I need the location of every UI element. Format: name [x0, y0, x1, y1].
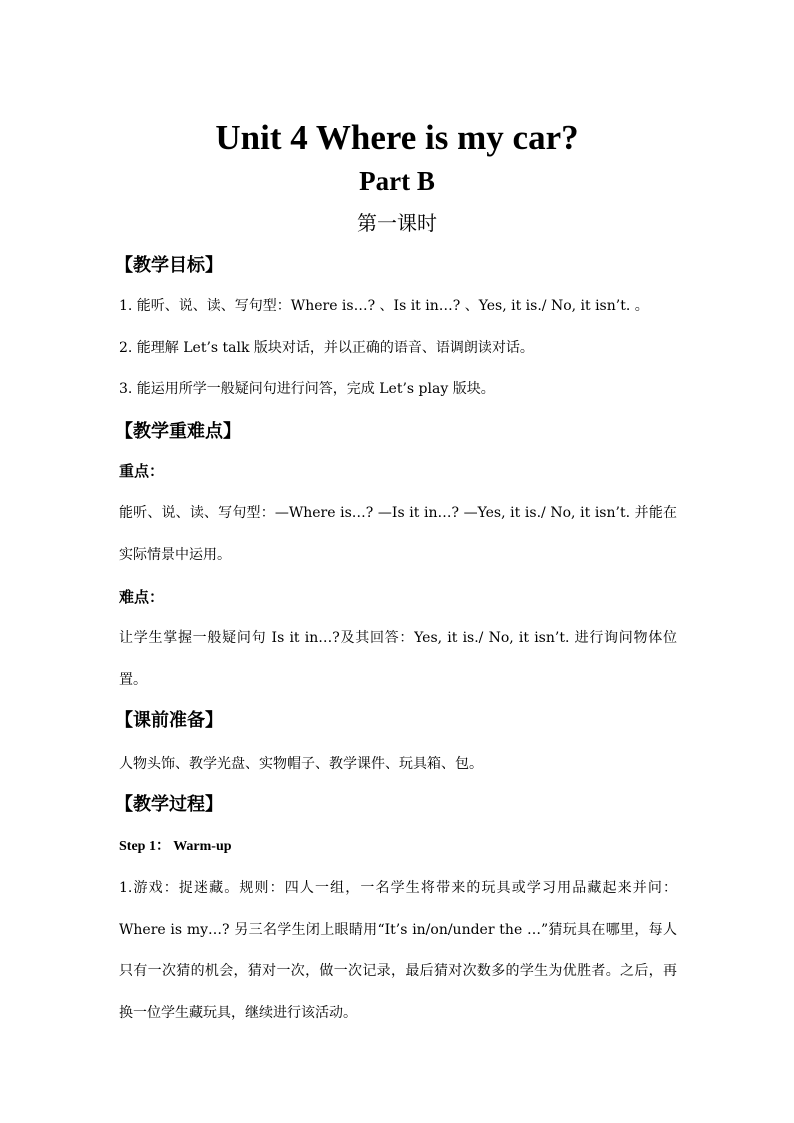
process-heading: 【教学过程】	[115, 794, 223, 815]
preparation-heading: 【课前准备】	[115, 710, 223, 731]
preparation-text: 人物头饰、教学光盘、实物帽子、教学课件、玩具箱、包。	[119, 756, 483, 772]
key-point-label: 重点：	[119, 462, 165, 480]
key-point-text: 能听、说、读、写句型：—Where is…? —Is it in…? —Yes, it is./ No, it isn’t. 并能在实际情景中运用。	[119, 505, 677, 563]
lesson-label: 第一课时	[357, 211, 437, 235]
document-title: Unit 4 Where is my car?	[215, 118, 579, 157]
key-points-heading: 【教学重难点】	[115, 421, 241, 442]
objective-item-3: 3. 能运用所学一般疑问句进行问答，完成 Let’s play 版块。	[119, 381, 495, 397]
step-1-label: Step 1： Warm-up	[119, 839, 232, 854]
objectives-heading: 【教学目标】	[115, 255, 223, 276]
objective-item-2: 2. 能理解 Let’s talk 版块对话，并以正确的语音、语调朗读对话。	[119, 340, 534, 356]
difficult-point-text: 让学生掌握一般疑问句 Is it in…?及其回答：Yes, it is./ No, it isn’t. 进行询问物体位置。	[119, 630, 677, 688]
document-subtitle: Part B	[359, 166, 435, 196]
step-1-text: 1.游戏：捉迷藏。规则：四人一组，一名学生将带来的玩具或学习用品藏起来并问：Where is my…? 另三名学生闭上眼睛用“It’s in/on/under the …”猜玩具在哪里，每人只有一次猜的机会，猜对一次，做一次记录，最后猜对次数多的学生为优胜者。之后，再换一位学生藏玩具，继续进行该活动。	[119, 880, 677, 1021]
objective-item-1: 1. 能听、说、读、写句型：Where is…? 、Is it in…? 、Yes, it is./ No, it isn’t. 。	[119, 298, 649, 314]
difficult-point-label: 难点：	[119, 588, 165, 606]
